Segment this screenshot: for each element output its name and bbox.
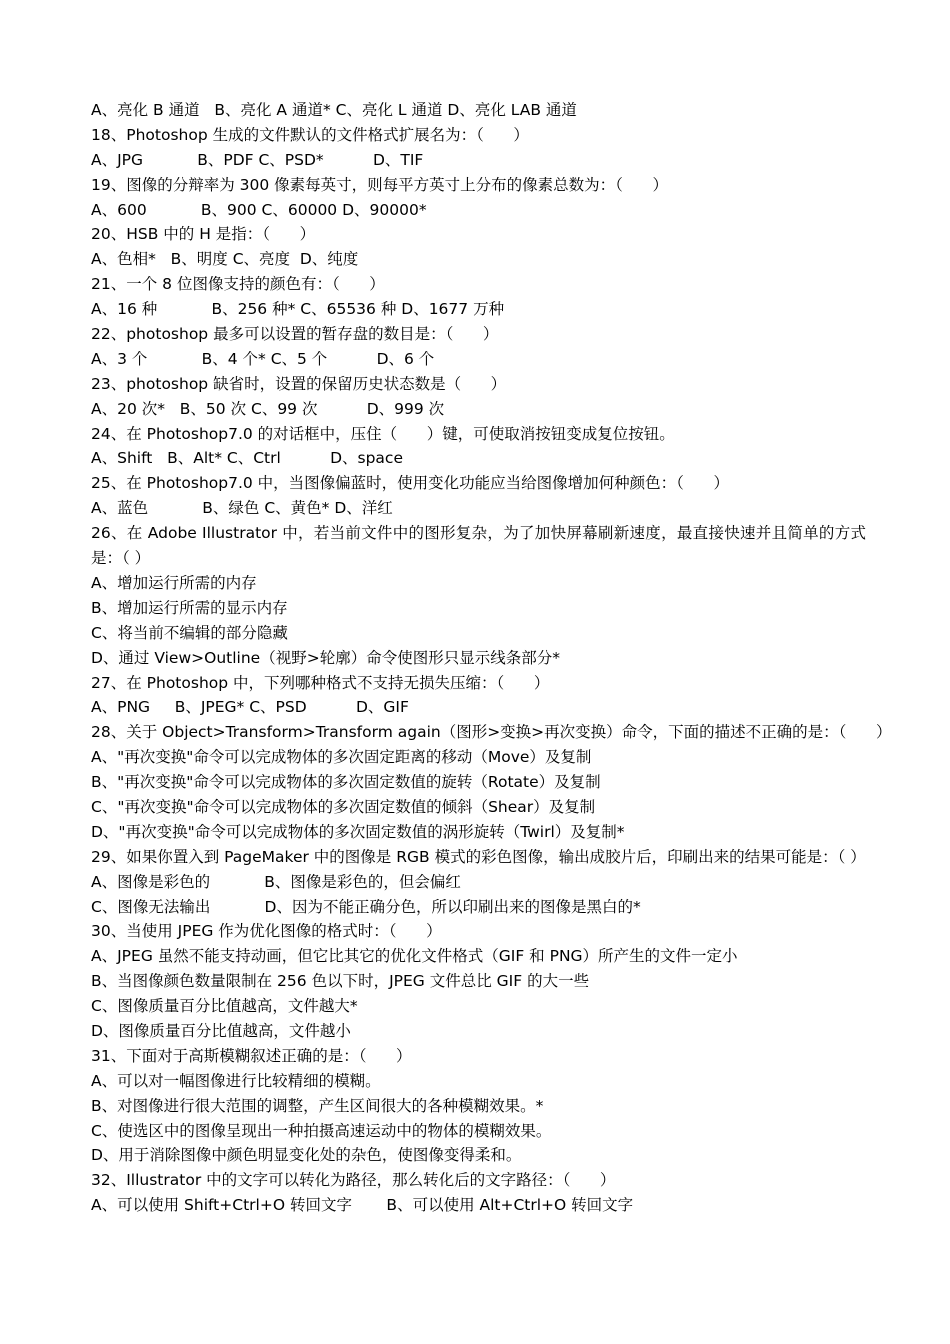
text-line-q25-options: A、蓝色 B、绿色 C、黄色* D、洋红	[91, 499, 393, 518]
document-body	[91, 98, 892, 1218]
text-line-q26-d: D、通过 View>Outline（视野>轮廓）命令使图形只显示线条部分*	[91, 648, 560, 667]
text-line-q19-options: A、600 B、900 C、60000 D、90000*	[91, 200, 427, 219]
text-line-q17-options: A、亮化 B 通道 B、亮化 A 通道* C、亮化 L 通道 D、亮化 LAB 通道	[91, 101, 577, 119]
text-line-q27: 27、在 Photoshop 中，下列哪种格式不支持无损失压缩：（ ）	[91, 673, 550, 692]
text-line-q30-c: C、图像质量百分比值越高，文件越大*	[91, 997, 358, 1016]
text-line-q23-options: A、20 次* B、50 次 C、99 次 D、999 次	[91, 399, 445, 418]
text-line-q24-options: A、Shift B、Alt* C、Ctrl D、space	[91, 449, 403, 468]
text-line-q26-a: A、增加运行所需的内存	[91, 573, 257, 592]
text-line-q22: 22、photoshop 最多可以设置的暂存盘的数目是：（ ）	[91, 325, 499, 344]
text-line-q18: 18、Photoshop 生成的文件默认的文件格式扩展名为：（ ）	[91, 125, 529, 144]
text-line-q31: 31、下面对于高斯模糊叙述正确的是：（ ）	[91, 1046, 412, 1065]
text-line-q30: 30、当使用 JPEG 作为优化图像的格式时：（ ）	[91, 922, 442, 941]
text-line-q30-d: D、图像质量百分比值越高，文件越小	[91, 1022, 351, 1040]
text-line-q28-c: C、"再次变换"命令可以完成物体的多次固定数值的倾斜（Shear）及复制	[91, 797, 596, 816]
text-line-q30-b: B、当图像颜色数量限制在 256 色以下时，JPEG 文件总比 GIF 的大一些	[91, 972, 590, 991]
text-line-q31-b: B、对图像进行很大范围的调整，产生区间很大的各种模糊效果。*	[91, 1096, 544, 1115]
text-line-q32: 32、Illustrator 中的文字可以转化为路径，那么转化后的文字路径：（ ）	[91, 1171, 616, 1190]
text-line-q22-options: A、3 个 B、4 个* C、5 个 D、6 个	[91, 349, 435, 368]
text-line-q31-d: D、用于消除图像中颜色明显变化处的杂色，使图像变得柔和。	[91, 1146, 522, 1165]
text-line-q28-b: B、"再次变换"命令可以完成物体的多次固定数值的旋转（Rotate）及复制	[91, 773, 601, 792]
text-line-q29-cd: C、图像无法输出 D、因为不能正确分色，所以印刷出来的图像是黑白的*	[91, 897, 641, 916]
text-line-q29: 29、如果你置入到 PageMaker 中的图像是 RGB 模式的彩色图像，输出成胶片后，印刷出来的结果可能是：（ ）	[91, 847, 866, 866]
text-line-q27-options: A、PNG B、JPEG* C、PSD D、GIF	[91, 698, 409, 717]
text-line-q32-ab: A、可以使用 Shift+Ctrl+O 转回文字 B、可以使用 Alt+Ctrl+O 转回文字	[91, 1196, 634, 1215]
text-line-q23: 23、photoshop 缺省时，设置的保留历史状态数是（ ）	[91, 374, 507, 393]
text-line-q18-options: A、JPG B、PDF C、PSD* D、TIF	[91, 150, 424, 169]
text-line-q28-d: D、"再次变换"命令可以完成物体的多次固定数值的涡形旋转（Twirl）及复制*	[91, 822, 625, 841]
text-line-q28: 28、关于 Object>Transform>Transform again（图形>变换>再次变换）命令，下面的描述不正确的是：（ ）	[91, 723, 892, 742]
text-line-q26: 26、在 Adobe Illustrator 中，若当前文件中的图形复杂，为了加快屏幕刷新速度，最直接快速并且简单的方式是：（ ）	[91, 524, 866, 568]
text-line-q30-a: A、JPEG 虽然不能支持动画，但它比其它的优化文件格式（GIF 和 PNG）所产生的文件一定小	[91, 947, 738, 966]
text-line-q26-c: C、将当前不编辑的部分隐藏	[91, 623, 288, 642]
text-line-q25: 25、在 Photoshop7.0 中，当图像偏蓝时，使用变化功能应当给图像增加何种颜色：（ ）	[91, 474, 729, 493]
text-line-q31-a: A、可以对一幅图像进行比较精细的模糊。	[91, 1071, 381, 1090]
text-line-q21: 21、一个 8 位图像支持的颜色有：（ ）	[91, 275, 385, 294]
text-line-q20-options: A、色相* B、明度 C、亮度 D、纯度	[91, 250, 359, 269]
text-line-q29-ab: A、图像是彩色的 B、图像是彩色的，但会偏红	[91, 872, 461, 891]
text-line-q24: 24、在 Photoshop7.0 的对话框中，压住（ ）键，可使取消按钮变成复位按钮。	[91, 424, 675, 443]
text-line-q20: 20、HSB 中的 H 是指：（ ）	[91, 225, 316, 244]
text-line-q26-b: B、增加运行所需的显示内存	[91, 598, 288, 617]
text-line-q28-a: A、"再次变换"命令可以完成物体的多次固定距离的移动（Move）及复制	[91, 748, 592, 767]
text-line-q21-options: A、16 种 B、256 种* C、65536 种 D、1677 万种	[91, 300, 505, 319]
text-line-q19: 19、图像的分辩率为 300 像素每英寸，则每平方英寸上分布的像素总数为：（ ）	[91, 175, 668, 194]
text-line-q31-c: C、使选区中的图像呈现出一种拍摄高速运动中的物体的模糊效果。	[91, 1121, 552, 1140]
